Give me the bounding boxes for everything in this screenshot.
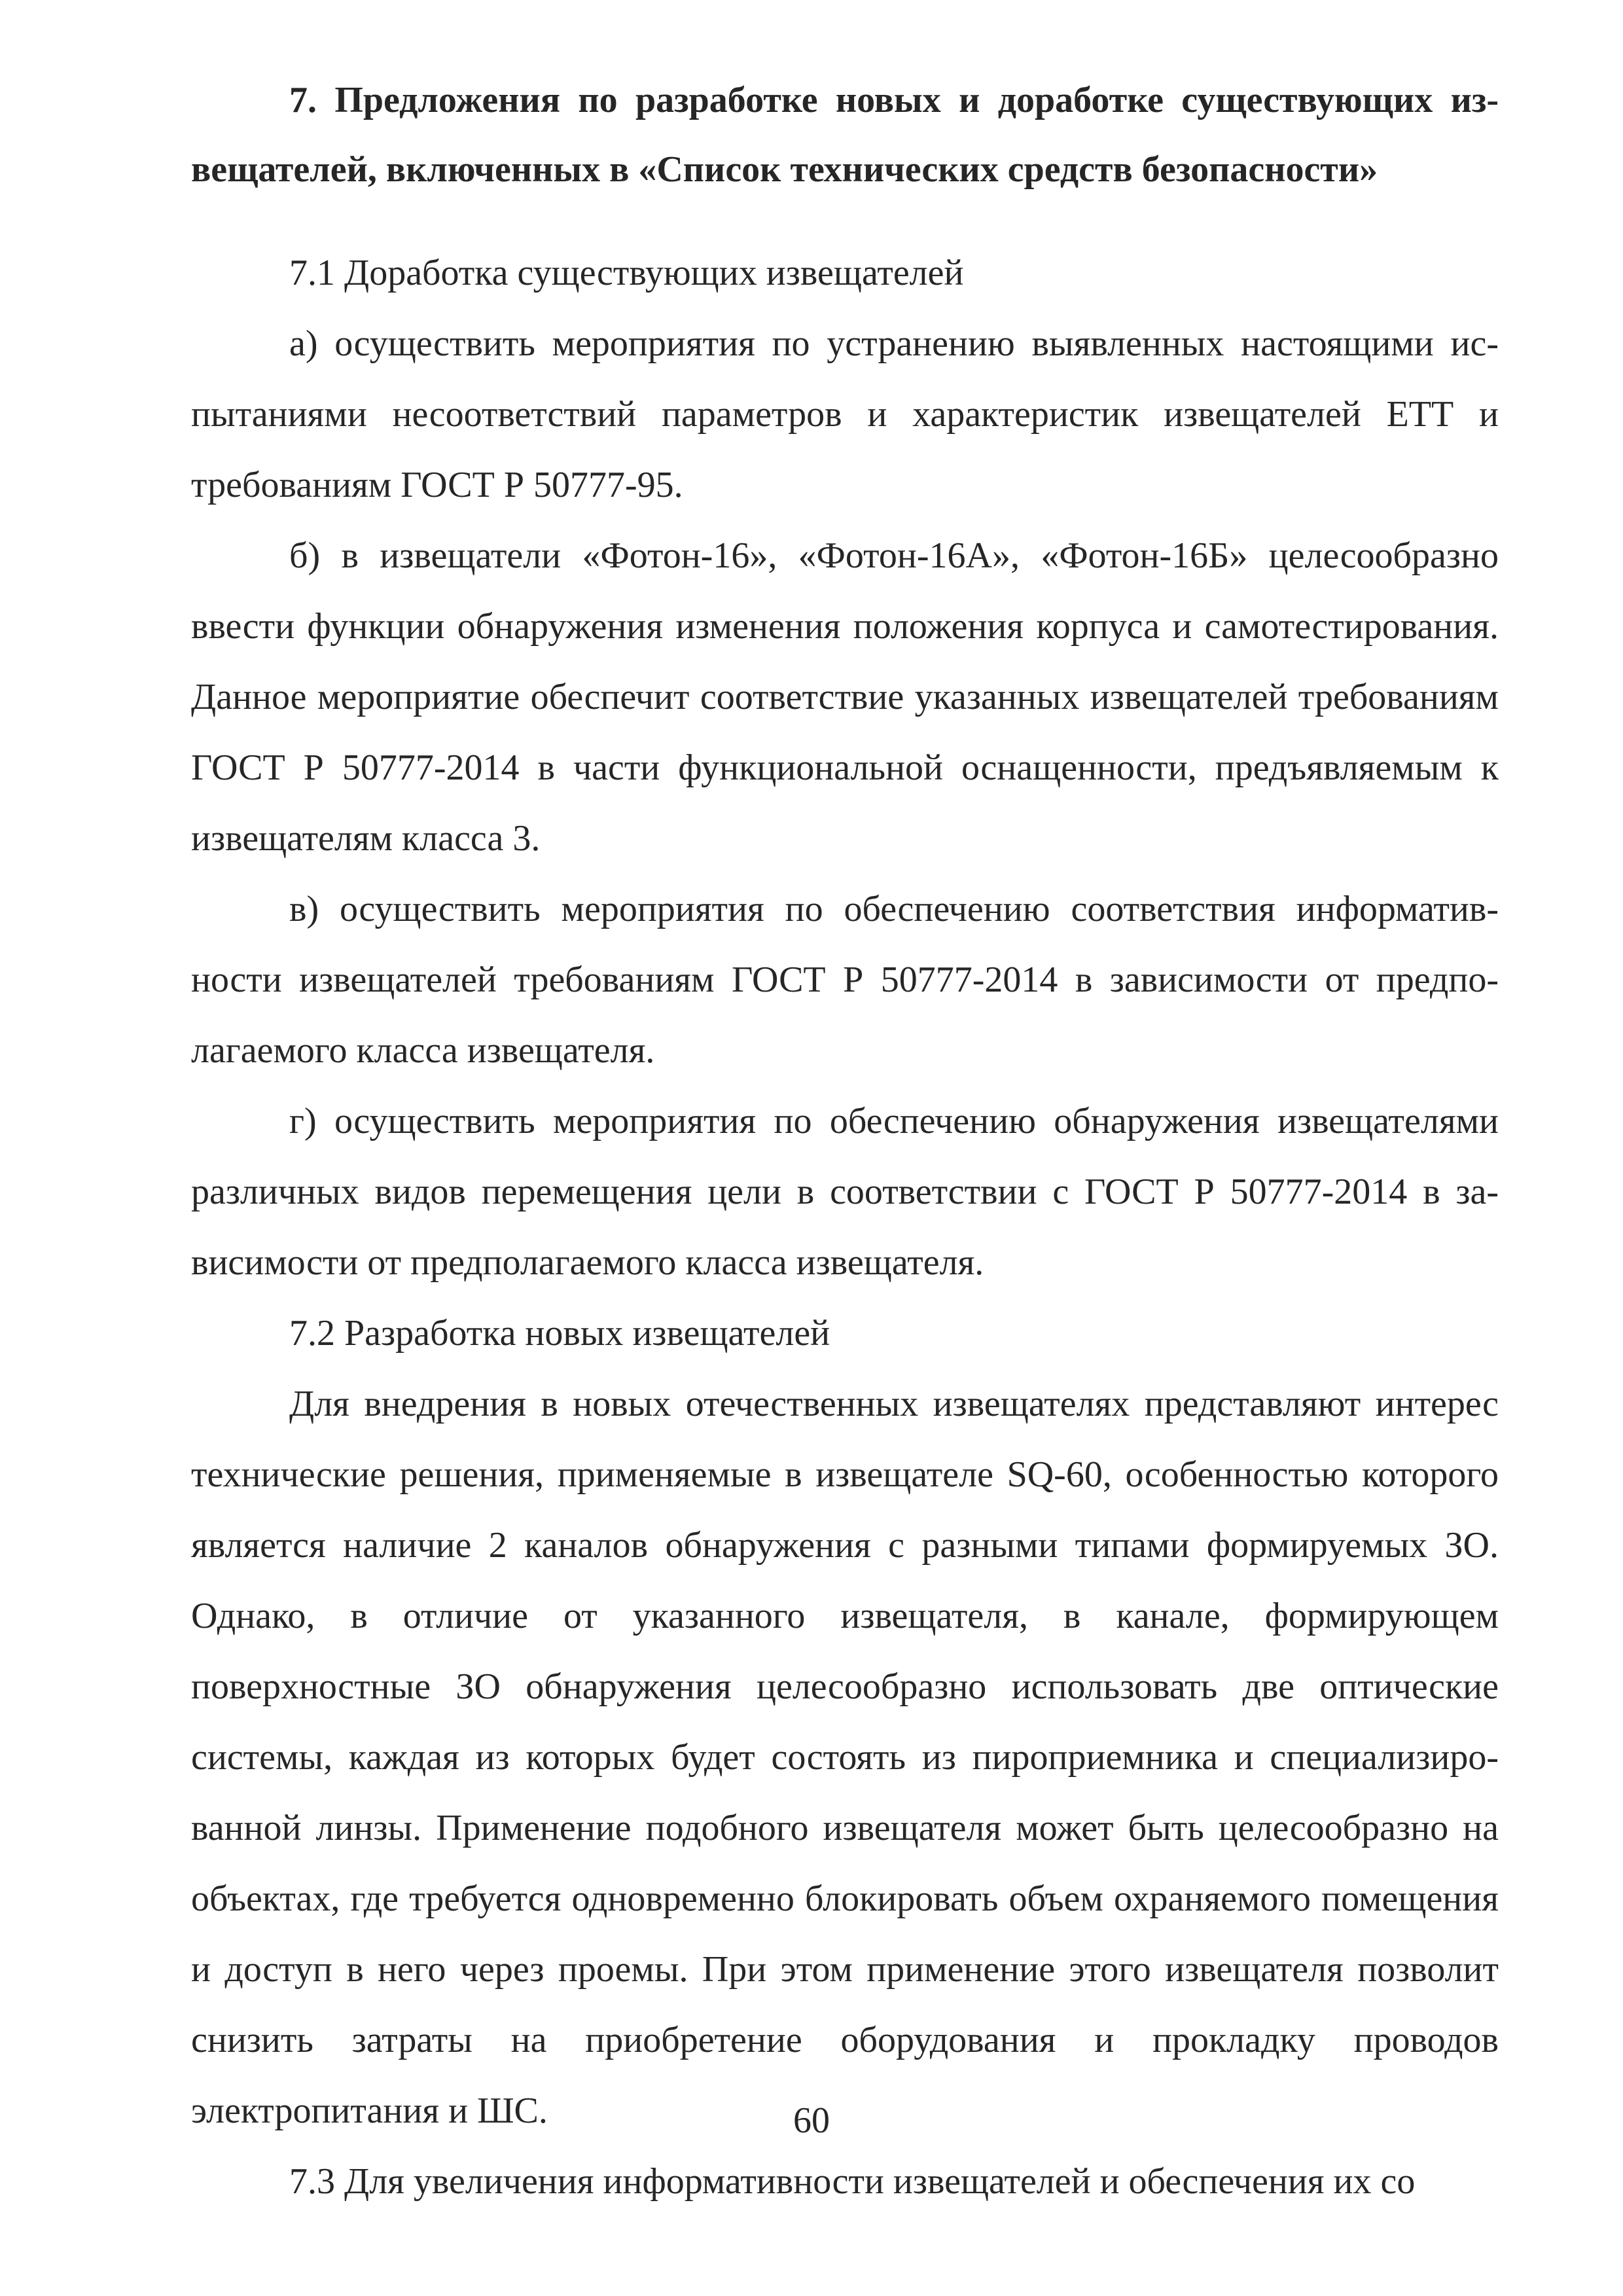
subsection-title-7-1: 7.1 Доработка существующих извещателей [289,253,964,293]
paragraph-item-b: б) в извещатели «Фотон-16», «Фотон-16А», «Фотон-16Б» целесообразно ввести функции обнаружения изменения положения корпуса и самотестирования. Данное мероприятие обеспечит соответствие указанных извещателей требованиям ГОСТ Р 50777-2014 в части функциональной оснащенности, предъявляемым к извещателям класса 3. [191,535,1499,859]
paragraph-new-detectors: Для внедрения в новых отечественных извещателях представляют интерес технические решения, применяемые в извещателе SQ-60, особенностью которого является наличие 2 каналов обнаружения с разными типами формируемых ЗО. Однако, в отличие от указанного извещателя, в канале, формирующем поверхностные ЗО обнаружения целесообразно использовать две оптические системы, каждая из которых будет состоять из пироприемника и специализированной линзы. Применение подобного извещателя может быть целесообразно на объектах, где требуется одновременно блокировать объем охраняемого помещения и доступ в него через проемы. При этом применение этого извещателя позволит снизить затраты на приобретение оборудования и прокладку проводов электропитания и ШС. [191,1384,1499,2131]
page-number: 60 [793,2100,830,2141]
section-heading: 7. Предложения по разработке новых и доработке существующих извещателей, включенных в «Список технических средств безопасности» [191,80,1499,190]
paragraph-7-3: 7.3 Для увеличения информативности извещателей и обеспечения их со [289,2161,1416,2202]
paragraph-item-v: в) осуществить мероприятия по обеспечению соответствия информативности извещателей требованиям ГОСТ Р 50777-2014 в зависимости от предполагаемого класса извещателя. [191,889,1499,1071]
paragraph-item-g: г) осуществить мероприятия по обеспечению обнаружения извещателями различных видов перемещения цели в соответствии с ГОСТ Р 50777-2014 в зависимости от предполагаемого класса извещателя. [191,1101,1499,1283]
paragraph-item-a: а) осуществить мероприятия по устранению выявленных настоящими испытаниями несоответствий параметров и характеристик извещателей ЕТТ и требованиям ГОСТ Р 50777-95. [191,323,1499,505]
body-text [191,238,1499,2217]
subsection-title-7-2: 7.2 Разработка новых извещателей [289,1313,830,1354]
